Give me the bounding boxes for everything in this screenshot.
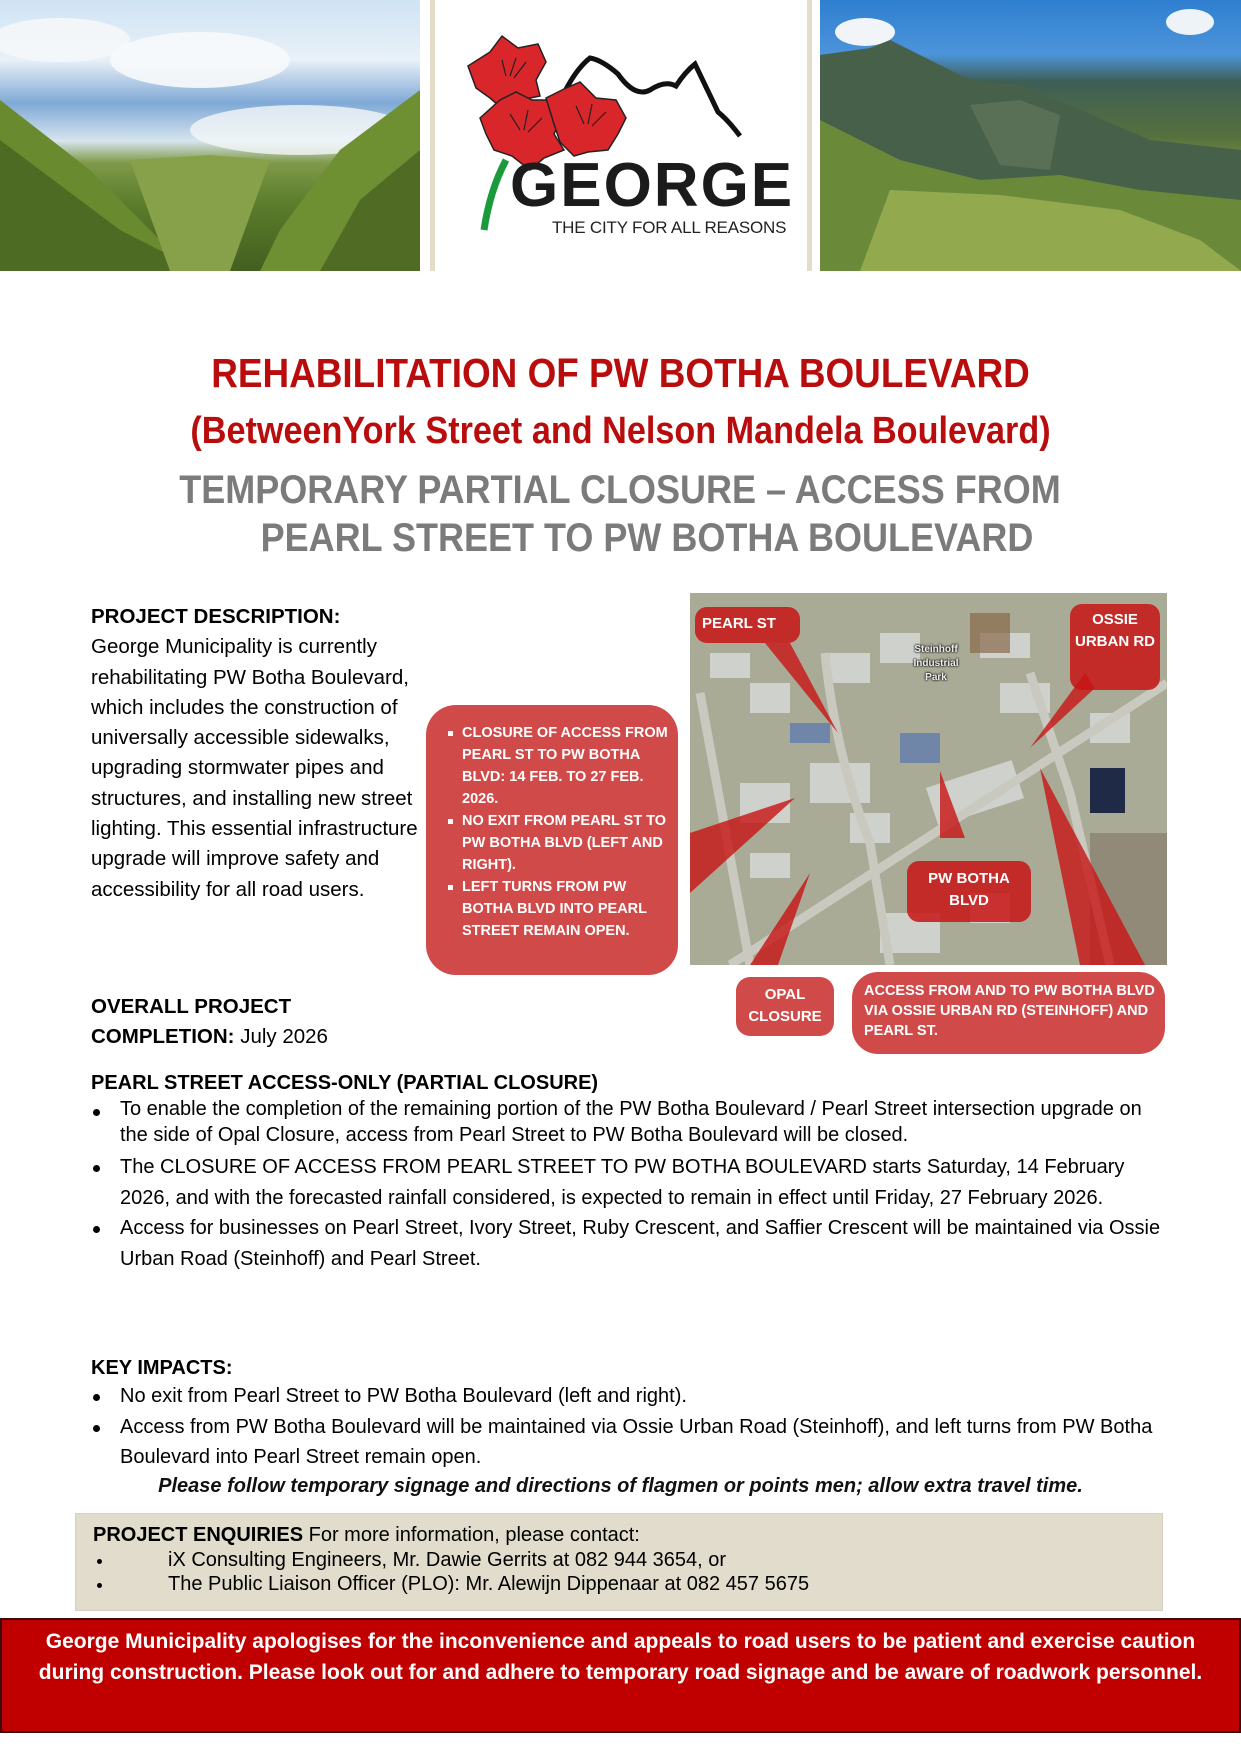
key-impacts-heading: KEY IMPACTS: <box>91 1357 233 1379</box>
divider <box>807 0 812 271</box>
park-label: Steinhoff Industrial Park <box>913 644 959 683</box>
project-description-heading: PROJECT DESCRIPTION: <box>91 605 341 628</box>
notice-line-1: TEMPORARY PARTIAL CLOSURE – ACCESS FROM <box>179 468 1061 512</box>
bullet-icon <box>93 1394 100 1401</box>
map-label-pw-botha-blvd: PW BOTHA BLVD <box>907 861 1031 922</box>
list-item: No exit from Pearl Street to PW Botha Boulevard (left and right). <box>91 1381 1171 1412</box>
notice-line-2: PEARL STREET TO PW BOTHA BOULEVARD <box>260 516 1034 560</box>
bullet-icon <box>93 1109 100 1116</box>
closure-callout-item: CLOSURE OF ACCESS FROM PEARL ST TO PW BOTHA BLVD: 14 FEB. TO 27 FEB. 2026. <box>448 722 668 810</box>
list-item: To enable the completion of the remaining portion of the PW Botha Boulevard / Pearl Street intersection upgrade on the side of Opal Closure, access from Pearl Street to PW Botha Boulevard will be closed. <box>91 1096 1171 1148</box>
header-banner <box>0 0 1241 271</box>
square-bullet-icon <box>448 819 453 824</box>
pearl-access-heading: PEARL STREET ACCESS-ONLY (PARTIAL CLOSURE) <box>91 1072 599 1094</box>
enquiries-heading: PROJECT ENQUIRIES <box>93 1524 304 1546</box>
list-item: Access for businesses on Pearl Street, Ivory Street, Ruby Crescent, and Saffier Crescent will be maintained via Ossie Urban Road (Steinhoff) and Pearl Street. <box>91 1213 1171 1274</box>
project-description-body: George Municipality is currently rehabilitating PW Botha Boulevard, which includes the construction of universally accessible sidewalks, upgrading stormwater pipes and structures, and installing new street lighting. This essential infrastructure upgrade will improve safety and accessibility for all road users. <box>91 635 418 901</box>
logo-wordmark: GEORGE <box>510 151 795 220</box>
safety-note: Please follow temporary signage and directions of flagmen or points men; allow extra travel time. <box>158 1475 1083 1497</box>
page-subtitle: (BetweenYork Street and Nelson Mandela Boulevard) <box>190 410 1051 452</box>
list-item: The CLOSURE OF ACCESS FROM PEARL STREET TO PW BOTHA BOULEVARD starts Saturday, 14 February 2026, and with the forecasted rainfall considered, is expected to remain in effect until Friday, 27 February 2026. <box>91 1152 1171 1213</box>
square-bullet-icon <box>448 731 453 736</box>
list-item: Access from PW Botha Boulevard will be maintained via Ossie Urban Road (Steinhoff), and left turns from PW Botha Boulevard into Pearl Street remain open. <box>91 1412 1171 1473</box>
opal-closure-callout: OPAL CLOSURE <box>736 977 834 1036</box>
project-completion <box>91 992 421 1052</box>
closure-callout-item: NO EXIT FROM PEARL ST TO PW BOTHA BLVD (LEFT AND RIGHT). <box>448 810 668 876</box>
site-map <box>690 593 1167 965</box>
bullet-icon <box>93 1425 100 1432</box>
logo-tagline: THE CITY FOR ALL REASONS <box>552 218 787 237</box>
page-title: REHABILITATION OF PW BOTHA BOULEVARD <box>211 350 1030 396</box>
mountain-peak-photo <box>820 0 1241 271</box>
square-bullet-icon <box>448 885 453 890</box>
contact-item: iX Consulting Engineers, Mr. Dawie Gerrits at 082 944 3654, or <box>93 1548 1162 1573</box>
key-impacts-section <box>91 1355 1171 1473</box>
map-label-pearl-st: PEARL ST <box>695 607 800 643</box>
completion-label-2: COMPLETION: <box>91 1025 235 1048</box>
map-label-ossie-urban-rd: OSSIE URBAN RD <box>1070 604 1160 690</box>
enquiries-intro: For more information, please contact: <box>303 1524 640 1546</box>
bullet-icon <box>97 1559 102 1564</box>
bullet-icon <box>97 1583 102 1588</box>
access-route-callout: ACCESS FROM AND TO PW BOTHA BLVD VIA OSSIE URBAN RD (STEINHOFF) AND PEARL ST. <box>852 972 1165 1054</box>
george-logo <box>450 0 795 271</box>
apology-banner: George Municipality apologises for the inconvenience and appeals to road users to be patient and exercise caution during construction. Please look out for and adhere to temporary road signage and be aware of roadwork personnel. <box>0 1618 1241 1733</box>
project-enquiries <box>75 1513 1163 1611</box>
divider <box>430 0 435 271</box>
project-description <box>91 602 421 905</box>
contact-item: The Public Liaison Officer (PLO): Mr. Alewijn Dippenaar at 082 457 5675 <box>93 1572 1162 1597</box>
bullet-icon <box>93 1226 100 1233</box>
completion-date: July 2026 <box>240 1025 328 1048</box>
pearl-access-section <box>91 1070 1171 1274</box>
closure-callout <box>426 705 678 975</box>
mountain-valley-photo <box>0 0 420 271</box>
bullet-icon <box>93 1165 100 1172</box>
closure-callout-item: LEFT TURNS FROM PW BOTHA BLVD INTO PEARL STREET REMAIN OPEN. <box>448 876 668 942</box>
notice-heading <box>116 466 1124 562</box>
completion-label: OVERALL PROJECT <box>91 995 292 1018</box>
